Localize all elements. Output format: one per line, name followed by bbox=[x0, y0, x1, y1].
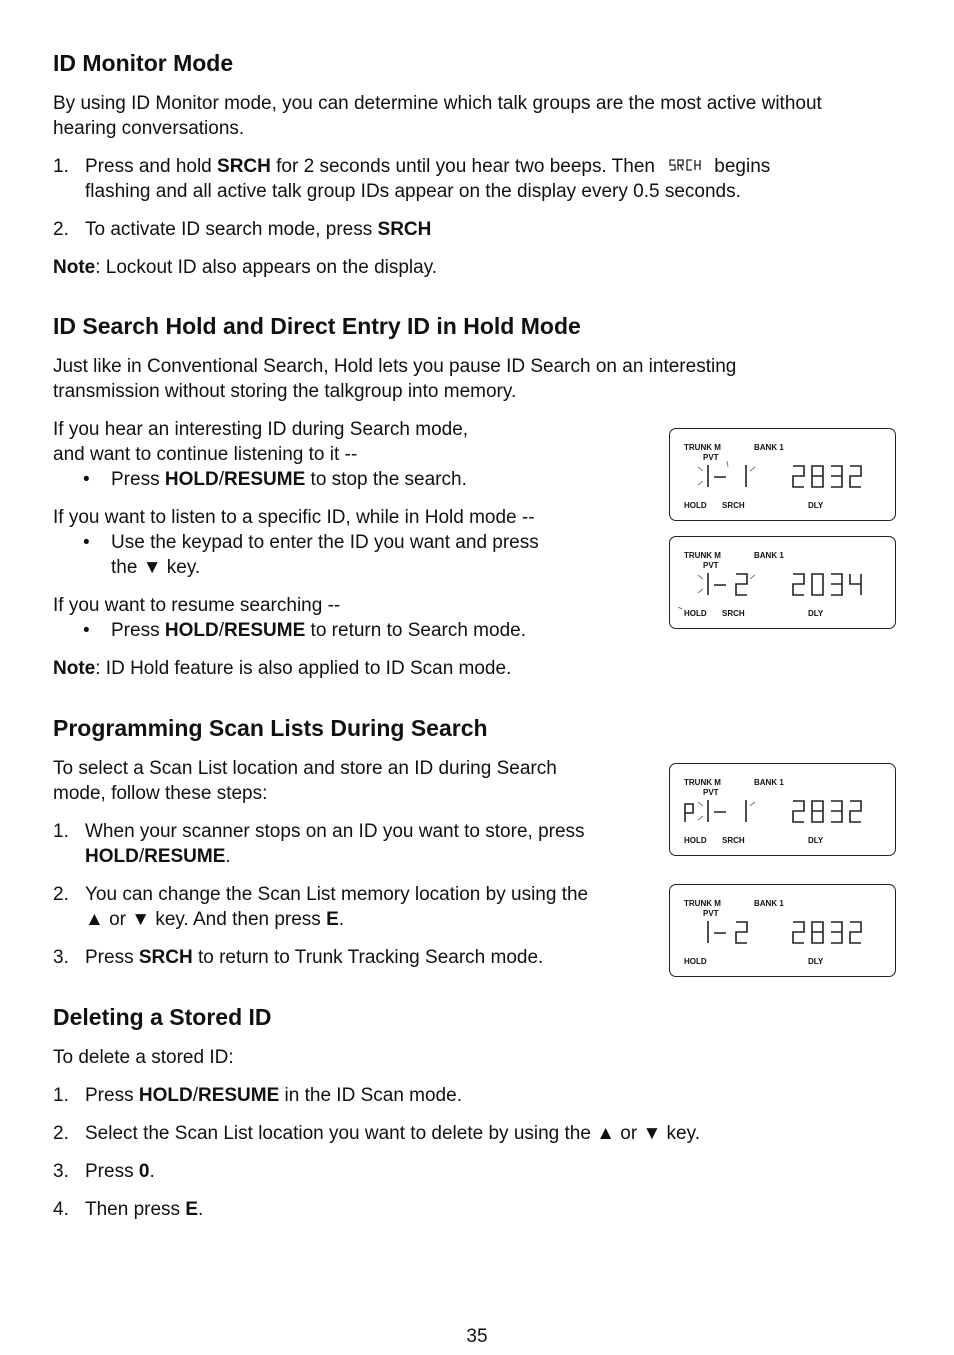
lcd-display-2 bbox=[669, 536, 896, 629]
list-item-continued: ▲ or ▼ key. And then press E. bbox=[85, 909, 345, 930]
lcd-label-bank: BANK 1 bbox=[754, 443, 784, 452]
list-number: 2. bbox=[53, 1123, 69, 1144]
list-item: Press and hold SRCH for 2 seconds until you hear two beeps. Then begins bbox=[85, 154, 770, 179]
lcd-label-srch: SRCH bbox=[722, 836, 745, 845]
lcd-segments bbox=[670, 537, 895, 628]
list-number: 3. bbox=[53, 1161, 69, 1182]
lcd-display-3 bbox=[669, 763, 896, 856]
lcd-label-bank: BANK 1 bbox=[754, 778, 784, 787]
list-item: When your scanner stops on an ID you want to store, press bbox=[85, 821, 585, 842]
list-number: 1. bbox=[53, 821, 69, 842]
lcd-segments bbox=[670, 429, 895, 520]
lcd-label-trunk: TRUNK M bbox=[684, 551, 721, 560]
list-item: To activate ID search mode, press SRCH bbox=[85, 219, 432, 240]
lcd-label-dly: DLY bbox=[808, 957, 824, 966]
list-number: 1. bbox=[53, 156, 69, 177]
bullet-item: Press HOLD/RESUME to stop the search. bbox=[111, 469, 467, 490]
list-item-continued: flashing and all active talk group IDs appear on the display every 0.5 seconds. bbox=[85, 181, 741, 202]
lcd-label-dly: DLY bbox=[808, 609, 824, 618]
lcd-label-bank: BANK 1 bbox=[754, 899, 784, 908]
bullet-item: Use the keypad to enter the ID you want and press bbox=[111, 532, 539, 553]
list-number: 2. bbox=[53, 884, 69, 905]
lcd-label-hold: HOLD bbox=[684, 609, 707, 618]
lcd-label-hold: HOLD bbox=[684, 836, 707, 845]
lcd-label-srch: SRCH bbox=[722, 609, 745, 618]
lcd-label-trunk: TRUNK M bbox=[684, 443, 721, 452]
list-item: You can change the Scan List memory location by using the bbox=[85, 884, 589, 905]
list-number: 2. bbox=[53, 219, 69, 240]
note: Note: Lockout ID also appears on the display. bbox=[53, 257, 438, 278]
list-number: 1. bbox=[53, 1085, 69, 1106]
heading-programming-scan-lists: Programming Scan Lists During Search bbox=[53, 715, 488, 741]
lcd-display-1 bbox=[669, 428, 896, 521]
list-item: Press HOLD/RESUME in the ID Scan mode. bbox=[85, 1085, 462, 1106]
lcd-label-pvt: PVT bbox=[703, 788, 719, 797]
paragraph: If you want to listen to a specific ID, while in Hold mode -- bbox=[53, 507, 535, 528]
lcd-label-bank: BANK 1 bbox=[754, 551, 784, 560]
lcd-label-srch: SRCH bbox=[722, 501, 745, 510]
bullet: • bbox=[83, 620, 90, 641]
paragraph: To delete a stored ID: bbox=[53, 1047, 234, 1068]
paragraph: To select a Scan List location and store an ID during Search bbox=[53, 758, 557, 779]
lcd-label-hold: HOLD bbox=[684, 957, 707, 966]
heading-deleting-stored-id: Deleting a Stored ID bbox=[53, 1004, 272, 1030]
paragraph: Just like in Conventional Search, Hold lets you pause ID Search on an interesting bbox=[53, 356, 737, 377]
heading-id-monitor-mode: ID Monitor Mode bbox=[53, 50, 234, 76]
lcd-segments bbox=[670, 764, 895, 855]
list-item: Press 0. bbox=[85, 1161, 155, 1182]
paragraph: By using ID Monitor mode, you can determine which talk groups are the most active without bbox=[53, 93, 822, 114]
lcd-label-pvt: PVT bbox=[703, 453, 719, 462]
paragraph: mode, follow these steps: bbox=[53, 783, 268, 804]
paragraph: and want to continue listening to it -- bbox=[53, 444, 358, 465]
list-item: Then press E. bbox=[85, 1199, 204, 1220]
lcd-label-pvt: PVT bbox=[703, 561, 719, 570]
paragraph: If you hear an interesting ID during Search mode, bbox=[53, 419, 469, 440]
list-item-continued: HOLD/RESUME. bbox=[85, 846, 231, 867]
bullet: • bbox=[83, 532, 90, 553]
note: Note: ID Hold feature is also applied to ID Scan mode. bbox=[53, 658, 512, 679]
bullet-item-continued: the ▼ key. bbox=[111, 557, 201, 578]
lcd-label-hold: HOLD bbox=[684, 501, 707, 510]
lcd-label-trunk: TRUNK M bbox=[684, 899, 721, 908]
lcd-label-pvt: PVT bbox=[703, 909, 719, 918]
lcd-label-dly: DLY bbox=[808, 836, 824, 845]
paragraph: transmission without storing the talkgroup into memory. bbox=[53, 381, 517, 402]
list-number: 3. bbox=[53, 947, 69, 968]
lcd-label-trunk: TRUNK M bbox=[684, 778, 721, 787]
paragraph: If you want to resume searching -- bbox=[53, 595, 341, 616]
lcd-display-4 bbox=[669, 884, 896, 977]
bullet: • bbox=[83, 469, 90, 490]
lcd-label-dly: DLY bbox=[808, 501, 824, 510]
paragraph: hearing conversations. bbox=[53, 118, 245, 139]
list-number: 4. bbox=[53, 1199, 69, 1220]
heading-id-search-hold: ID Search Hold and Direct Entry ID in Hold Mode bbox=[53, 313, 581, 339]
bullet-item: Press HOLD/RESUME to return to Search mode. bbox=[111, 620, 526, 641]
lcd-segments bbox=[670, 885, 895, 976]
page-number: 35 bbox=[466, 1326, 488, 1347]
list-item: Select the Scan List location you want to delete by using the ▲ or ▼ key. bbox=[85, 1123, 700, 1144]
list-item: Press SRCH to return to Trunk Tracking Search mode. bbox=[85, 947, 544, 968]
srch-lcd-icon bbox=[668, 154, 706, 179]
